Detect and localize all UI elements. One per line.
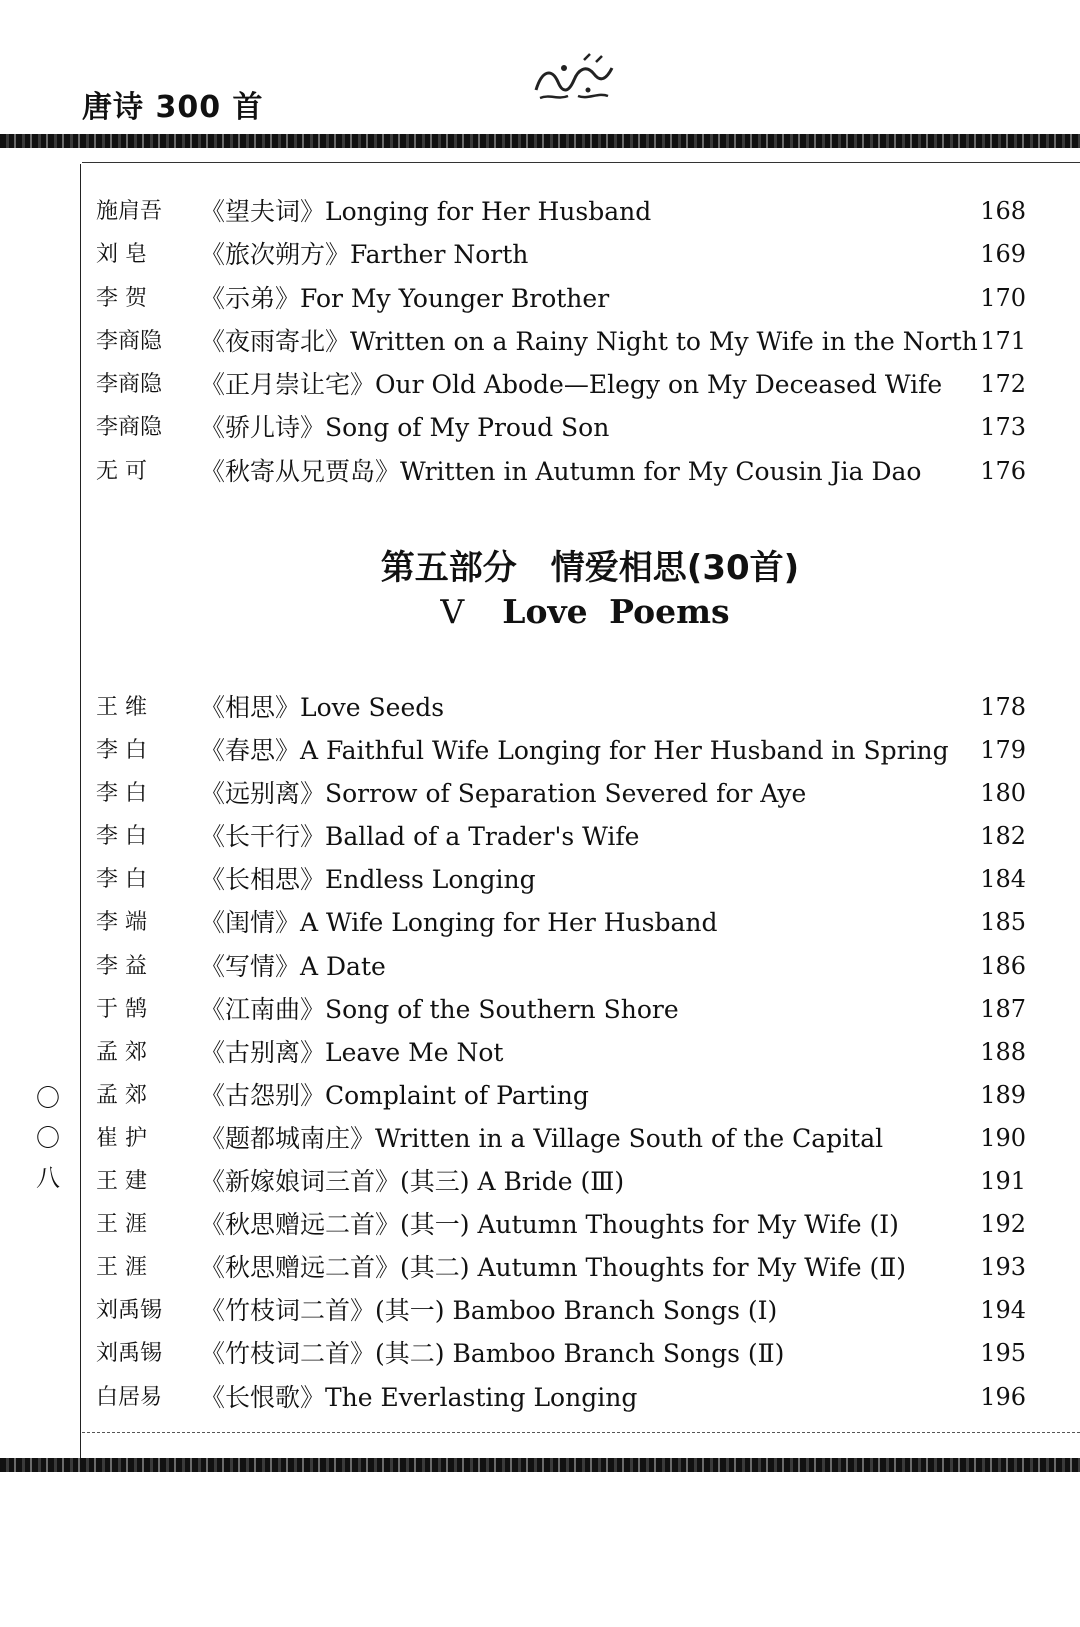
- poem-title: 《春思》A Faithful Wife Longing for Her Husband in Spring: [200, 736, 949, 766]
- section-title-en: [0, 592, 1080, 631]
- page-ref: 179: [980, 736, 1026, 765]
- poem-title: 《古别离》Leave Me Not: [200, 1037, 504, 1067]
- poet-name: 于 鹄: [96, 996, 147, 1022]
- poem-title: 《骄儿诗》Song of My Proud Son: [200, 413, 610, 443]
- poem-title: 《长相思》Endless Longing: [200, 865, 536, 895]
- page-ref: 170: [980, 283, 1026, 312]
- header-band: [0, 134, 1080, 148]
- poem-title: 《闺情》A Wife Longing for Her Husband: [200, 908, 718, 938]
- page-ref: 196: [980, 1382, 1026, 1411]
- poem-title: 《正月崇让宅》Our Old Abode—Elegy on My Deceased Wife: [200, 370, 943, 400]
- poet-name: 李商隐: [96, 328, 163, 354]
- page-ref: 193: [980, 1253, 1026, 1282]
- poem-title: 《竹枝词二首》(其二) Bamboo Branch Songs (Ⅱ): [200, 1339, 785, 1369]
- poet-name: 崔 护: [96, 1125, 147, 1151]
- page-ref: 186: [980, 951, 1026, 980]
- toc-entry: [96, 1074, 1026, 1117]
- poem-title: 《新嫁娘词三首》(其三) A Bride (Ⅲ): [200, 1167, 625, 1197]
- toc-list-after: [96, 686, 1026, 1419]
- poem-title: 《长恨歌》The Everlasting Longing: [200, 1382, 638, 1412]
- poem-title: 《竹枝词二首》(其一) Bamboo Branch Songs (Ⅰ): [200, 1296, 778, 1326]
- page-number: [30, 1078, 66, 1198]
- poet-name: 李 白: [96, 781, 147, 807]
- poet-name: 王 建: [96, 1169, 147, 1195]
- toc-entry: [96, 190, 1026, 233]
- toc-entry: [96, 1031, 1026, 1074]
- poet-name: 刘禹锡: [96, 1298, 163, 1324]
- toc-entry: [96, 1289, 1026, 1332]
- left-margin-rule: [80, 164, 81, 1464]
- poet-name: 王 涯: [96, 1255, 147, 1281]
- toc-entry: [96, 988, 1026, 1031]
- page-ref: 192: [980, 1210, 1026, 1239]
- header-rule: [82, 162, 1080, 163]
- page-ref: 195: [980, 1339, 1026, 1368]
- poem-title: 《写情》A Date: [200, 951, 386, 981]
- toc-list-before: [96, 190, 1026, 493]
- poet-name: 刘禹锡: [96, 1341, 163, 1367]
- toc-entry: [96, 1203, 1026, 1246]
- poem-title: 《远别离》Sorrow of Separation Severed for Aye: [200, 779, 807, 809]
- toc-entry: [96, 450, 1026, 493]
- toc-entry: [96, 1160, 1026, 1203]
- poem-title: 《示弟》For My Younger Brother: [200, 283, 610, 313]
- page-ref: 182: [980, 822, 1026, 851]
- page-ref: 190: [980, 1123, 1026, 1152]
- ornament-icon: [528, 50, 618, 110]
- page-ref: 173: [980, 413, 1026, 442]
- page-ref: 176: [980, 456, 1026, 485]
- poem-title: 《题都城南庄》Written in a Village South of the Capital: [200, 1123, 884, 1153]
- toc-entry: [96, 406, 1026, 449]
- section-number: V: [440, 592, 465, 631]
- page-ref: 189: [980, 1080, 1026, 1109]
- poet-name: 施肩吾: [96, 199, 163, 224]
- page-ref: 171: [980, 326, 1026, 355]
- poem-title: 《旅次朔方》Farther North: [200, 240, 529, 270]
- poem-title: 《望夫词》Longing for Her Husband: [200, 197, 652, 226]
- poet-name: 刘 皂: [96, 242, 147, 268]
- poet-name: 李 端: [96, 910, 147, 936]
- page-number-digit: 〇: [36, 1124, 60, 1152]
- toc-entry: [96, 729, 1026, 772]
- toc-entry: [96, 1376, 1026, 1419]
- poem-title: 《相思》Love Seeds: [200, 693, 445, 722]
- poet-name: 李 贺: [96, 285, 147, 311]
- toc-entry: [96, 1117, 1026, 1160]
- page-ref: 169: [980, 240, 1026, 269]
- toc-entry: [96, 858, 1026, 901]
- section-title-en-text: Love Poems: [502, 592, 730, 631]
- toc-entry: [96, 320, 1026, 363]
- poet-name: 无 可: [96, 458, 147, 484]
- page-ref: 185: [980, 908, 1026, 937]
- poet-name: 李 白: [96, 824, 147, 850]
- page-ref: 191: [980, 1167, 1026, 1196]
- page-ref: 178: [980, 693, 1026, 721]
- toc-entry: [96, 772, 1026, 815]
- poet-name: 孟 郊: [96, 1039, 147, 1065]
- section-title-cn: 第五部分 情爱相思(30首): [380, 548, 800, 588]
- toc-entry: [96, 945, 1026, 988]
- poet-name: 王 涯: [96, 1212, 147, 1238]
- poet-name: 李 白: [96, 738, 147, 764]
- poet-name: 王 维: [96, 695, 147, 720]
- toc-entry: [96, 686, 1026, 729]
- page-ref: 187: [980, 994, 1026, 1023]
- toc-entry: [96, 233, 1026, 276]
- poet-name: 李 益: [96, 953, 147, 979]
- page-ref: 184: [980, 865, 1026, 894]
- poem-title: 《秋寄从兄贾岛》Written in Autumn for My Cousin Jia Dao: [200, 456, 922, 486]
- book-title: 唐诗 300 首: [82, 90, 264, 125]
- poet-name: 李 白: [96, 867, 147, 893]
- page-number-digit: 八: [36, 1164, 60, 1192]
- poet-name: 孟 郊: [96, 1082, 147, 1108]
- poet-name: 白居易: [96, 1384, 163, 1410]
- page-ref: 194: [980, 1296, 1026, 1325]
- toc-entry: [96, 815, 1026, 858]
- page-ref: 180: [980, 779, 1026, 808]
- toc-entry: [96, 901, 1026, 944]
- toc-entry: [96, 1246, 1026, 1289]
- toc-entry: [96, 1332, 1026, 1375]
- poem-title: 《古怨别》Complaint of Parting: [200, 1080, 589, 1110]
- poem-title: 《秋思赠远二首》(其二) Autumn Thoughts for My Wife (Ⅱ): [200, 1253, 906, 1283]
- poem-title: 《江南曲》Song of the Southern Shore: [200, 994, 679, 1024]
- page-ref: 172: [980, 370, 1026, 399]
- page-ref: 168: [980, 197, 1026, 225]
- poet-name: 李商隐: [96, 372, 163, 398]
- poem-title: 《秋思赠远二首》(其一) Autumn Thoughts for My Wife (Ⅰ): [200, 1210, 899, 1240]
- poem-title: 《夜雨寄北》Written on a Rainy Night to My Wife in the North: [200, 326, 978, 356]
- toc-entry: [96, 363, 1026, 406]
- page-number-digit: 〇: [36, 1084, 60, 1112]
- poet-name: 李商隐: [96, 415, 163, 441]
- footer-band: [0, 1458, 1080, 1472]
- poem-title: 《长干行》Ballad of a Trader's Wife: [200, 822, 640, 852]
- toc-entry: [96, 277, 1026, 320]
- footer-rule: [82, 1432, 1080, 1433]
- page-ref: 188: [980, 1037, 1026, 1066]
